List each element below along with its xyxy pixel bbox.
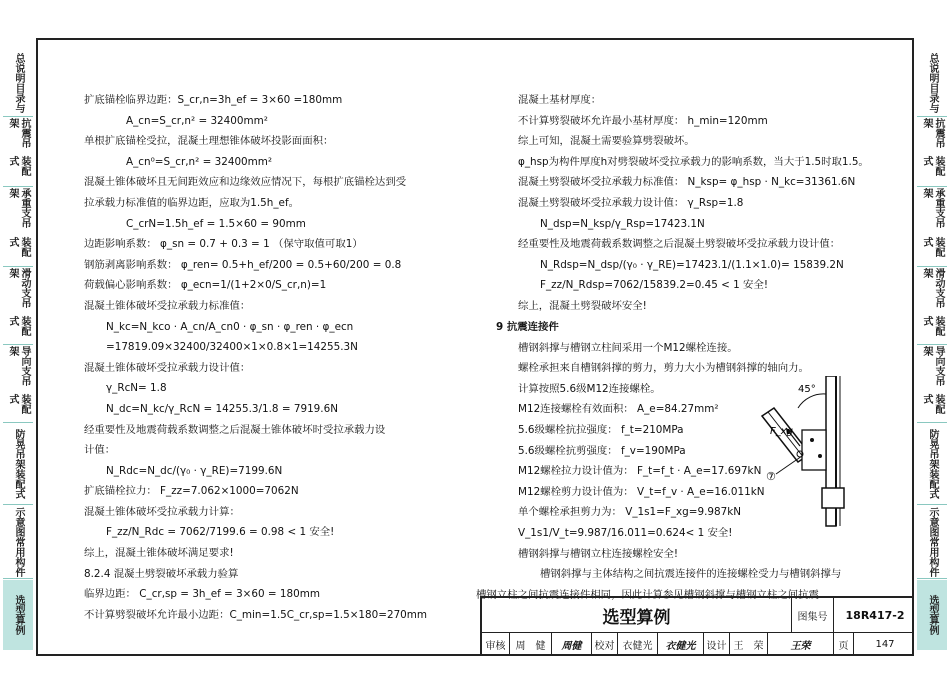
side-tab-label: 抗震吊架 (7, 118, 30, 148)
text-line: M12连接螺栓有效面积： A_e=84.27mm² (518, 403, 719, 416)
side-tab-sublabel: 装配式 (921, 315, 944, 336)
text-line: V_1s1/V_t=9.987/16.011=0.624< 1 安全! (518, 526, 733, 539)
proofer-signature: 衣健光 (658, 632, 704, 656)
review-label: 审核 (482, 632, 510, 656)
text-line: 扩底锚栓临界边距：S_cr,n=3h_ef = 3×60 =180mm (84, 94, 343, 106)
designer-signature: 王荣 (768, 632, 834, 656)
text-line: 8.2.4 混凝土劈裂破坏承载力验算 (84, 567, 239, 580)
side-tab-examples-left[interactable] (3, 580, 33, 650)
side-tab-bearing-right[interactable] (917, 188, 947, 266)
angle-arc (798, 394, 826, 408)
text-line: 混凝土劈裂破坏受拉承载力标准值： N_ksp= φ_hsp · N_kc=31361.6N (518, 176, 856, 189)
text-line: A_cn=S_cr,n² = 32400mm² (126, 114, 268, 127)
left-text-column (84, 90, 427, 625)
side-tab-seismic_hanger-left[interactable] (3, 118, 33, 184)
atlas-number: 18R417-2 (845, 608, 905, 622)
reviewer-signature: 周健 (552, 632, 592, 656)
title-block (480, 596, 914, 654)
text-line: F_zz/N_Rdsp=7062/15839.2=0.45 < 1 安全! (540, 279, 769, 292)
side-tab-label: 滑动支吊架 (921, 268, 944, 308)
side-tab-divider (3, 116, 33, 117)
text-line: M12螺栓剪力设计值为： V_t=f_v · A_e=16.011kN (518, 485, 765, 498)
side-tab-divider (917, 578, 947, 579)
text-line: 混凝土锥体破坏受拉承载力计算： (84, 505, 240, 518)
text-line: 经重要性及地震荷载系数调整之后混凝土锥体破坏时受拉承载力设 (84, 423, 386, 436)
marker-label: ⑦ (766, 470, 776, 483)
side-tab-divider (3, 504, 33, 505)
side-tab-seismic_hanger-right[interactable] (917, 118, 947, 184)
side-tab-sublabel: 装配式 (921, 236, 944, 257)
text-line: 综上，混凝土劈裂破坏安全! (518, 299, 647, 312)
text-line: γ_RcN= 1.8 (106, 382, 167, 395)
page-label: 页 (834, 632, 854, 656)
text-line: 边距影响系数： φ_sn = 0.7 + 0.3 = 1 （保守取值可取1） (84, 238, 363, 251)
side-tab-label: 示意图 (927, 507, 938, 537)
text-line: 扩底锚栓拉力： F_zz=7.062×1000=7062N (84, 485, 299, 498)
text-line: 拉承载力标准值的临界边距，应取为1.5h_ef。 (84, 196, 299, 209)
side-tab-divider (917, 186, 947, 187)
side-tab-divider (917, 422, 947, 423)
text-line: 不计算劈裂破坏允许最小基材厚度： h_min=120mm (518, 114, 768, 127)
text-line: N_Rdsp=N_dsp/(γ₀ · γ_RE)=17423.1/(1.1×1.0)= 15839.2N (540, 258, 844, 271)
side-tab-divider (3, 266, 33, 267)
side-tab-divider (3, 578, 33, 579)
text-line: 槽钢立柱之间抗震连接件相同，因此计算参见槽钢斜撑与槽钢立柱之间抗震 (476, 588, 819, 601)
side-tab-label: 承重支吊架 (921, 188, 944, 228)
side-tab-sublabel: 装配式 (13, 469, 24, 499)
side-tab-sublabel: 常用构件 (927, 537, 938, 577)
side-tab-label: 总说明 (13, 53, 24, 83)
text-line: 5.6级螺栓抗拉强度： f_t=210MPa (518, 423, 684, 436)
base-bracket (822, 488, 844, 508)
side-tab-divider (3, 344, 33, 345)
side-tab-label: 选型算例 (13, 595, 24, 635)
text-line: 混凝土锥体破坏受拉承载力标准值： (84, 299, 251, 312)
reviewer-name: 周 健 (510, 632, 552, 656)
design-label: 设计 (704, 632, 730, 656)
proofer-name: 衣健光 (618, 632, 658, 656)
text-line: 单根扩底锚栓受拉，混凝土理想锥体破坏投影面面积： (84, 135, 334, 148)
text-line: 混凝土基材厚度： (518, 94, 602, 106)
side-tab-divider (3, 186, 33, 187)
side-tab-overview-left[interactable] (3, 50, 33, 116)
text-line: C_crN=1.5h_ef = 1.5×60 = 90mm (126, 217, 306, 230)
text-line: 槽钢斜撑与槽钢立柱连接螺栓安全! (518, 547, 679, 560)
text-line: 综上，混凝土锥体破坏满足要求! (84, 547, 234, 560)
side-tab-guide-right[interactable] (917, 346, 947, 422)
side-tab-overview-right[interactable] (917, 50, 947, 116)
side-tab-bearing-left[interactable] (3, 188, 33, 266)
atlas-number-label: 图集号 (792, 598, 834, 632)
right-text-column (518, 90, 869, 317)
text-line: 钢筋剥离影响系数： φ_ren= 0.5+h_ef/200 = 0.5+60/200 = 0.8 (84, 258, 402, 271)
text-line: 混凝土劈裂破坏受拉承载力设计值： γ_Rsp=1.8 (518, 196, 744, 209)
side-tab-antisway-right[interactable] (917, 424, 947, 504)
side-tab-label: 示意图 (13, 507, 24, 537)
text-line: N_dsp=N_ksp/γ_Rsp=17423.1N (540, 217, 705, 230)
side-tab-sublabel: 装配式 (7, 393, 30, 414)
text-line: 经重要性及地震荷载系数调整之后混凝土劈裂破坏受拉承载力设计值： (518, 238, 841, 251)
side-tab-components-left[interactable] (3, 506, 33, 578)
text-line: 计算按照5.6级M12连接螺栓。 (518, 382, 661, 395)
text-line: =17819.09×32400/32400×1×0.8×1=14255.3N (106, 341, 358, 354)
text-line: φ_hsp为构件厚度h对劈裂破坏受拉承载力的影响系数，当大于1.5时取1.5。 (518, 155, 869, 168)
text-line: 综上可知，混凝土需要验算劈裂破坏。 (518, 135, 695, 148)
side-tab-label: 防晃吊架 (927, 429, 938, 469)
drawing-title: 选型算例 (482, 598, 792, 632)
text-line: 荷载偏心影响系数： φ_ecn=1/(1+2×0/S_cr,n)=1 (84, 279, 327, 292)
proof-label: 校对 (592, 632, 618, 656)
side-tab-label: 滑动支吊架 (7, 268, 30, 308)
side-tab-sublabel: 装配式 (927, 469, 938, 499)
text-line: 单个螺栓承担剪力为： V_1s1=F_xg=9.987kN (518, 506, 742, 519)
side-tab-label: 抗震吊架 (921, 118, 944, 148)
text-line: 不计算劈裂破坏允许最小边距：C_min=1.5C_cr,sp=1.5×180=270mm (84, 608, 428, 621)
text-line: 螺栓承担来自槽钢斜撑的剪力，剪力大小为槽钢斜撑的轴向力。 (518, 362, 809, 375)
text-line: N_kc=N_kco · A_cn/A_cn0 · φ_sn · φ_ren · φ_ecn (106, 320, 354, 333)
side-tab-label: 总说明 (927, 53, 938, 83)
side-tab-sublabel: 装配式 (921, 393, 944, 414)
side-tab-label: 选型算例 (927, 595, 938, 635)
side-tab-label: 承重支吊架 (7, 188, 30, 228)
side-tab-divider (917, 266, 947, 267)
text-line: 槽钢斜撑与槽钢立柱间采用一个M12螺栓连接。 (518, 341, 738, 354)
text-line: F_zz/N_Rdc = 7062/7199.6 = 0.98 < 1 安全! (106, 526, 335, 539)
force-label: F_xg (770, 426, 794, 437)
side-tab-components-right[interactable] (917, 506, 947, 578)
side-tab-sublabel: 装配式 (7, 155, 30, 176)
designer-name: 王 荣 (730, 632, 768, 656)
side-tab-sublabel: 装配式 (921, 155, 944, 176)
side-tab-divider (917, 344, 947, 345)
side-tab-sliding-left[interactable] (3, 268, 33, 344)
side-tab-label: 导向支吊架 (921, 346, 944, 386)
angle-label: 45° (798, 384, 816, 395)
side-tab-sublabel: 目录与 (13, 83, 24, 113)
side-tab-antisway-left[interactable] (3, 424, 33, 504)
text-line: 计值： (84, 444, 116, 457)
text-line: 混凝土锥体破坏受拉承载力设计值： (84, 361, 251, 374)
text-line: 临界边距： C_cr,sp = 3h_ef = 3×60 = 180mm (84, 588, 320, 601)
side-tab-sliding-right[interactable] (917, 268, 947, 344)
side-tab-label: 防晃吊架 (13, 429, 24, 469)
text-line: N_dc=N_kc/γ_RcN = 14255.3/1.8 = 7919.6N (106, 402, 338, 415)
side-tab-divider (3, 422, 33, 423)
section-heading: 9 抗震连接件 (496, 321, 559, 333)
text-line: A_cn⁰=S_cr,n² = 32400mm² (126, 155, 273, 168)
side-tab-divider (917, 504, 947, 505)
side-tab-guide-left[interactable] (3, 346, 33, 422)
side-tab-divider (917, 116, 947, 117)
text-line: N_Rdc=N_dc/(γ₀ · γ_RE)=7199.6N (106, 464, 283, 477)
side-tab-sublabel: 装配式 (7, 315, 30, 336)
text-line: M12螺栓拉力设计值为： F_t=f_t · A_e=17.697kN (518, 465, 762, 478)
side-tab-sublabel: 常用构件 (13, 537, 24, 577)
text-line: 5.6级螺栓抗剪强度： f_v=190MPa (518, 444, 686, 457)
side-tab-sublabel: 目录与 (927, 83, 938, 113)
bolt-connection-diagram (740, 376, 870, 534)
page-number: 147 (875, 638, 895, 650)
side-tab-sublabel: 装配式 (7, 236, 30, 257)
leader-line (776, 456, 802, 474)
text-line: 槽钢斜撑与主体结构之间抗震连接件的连接螺栓受力与槽钢斜撑与 (540, 568, 842, 581)
side-tab-label: 导向支吊架 (7, 346, 30, 386)
side-tab-examples-right[interactable] (917, 580, 947, 650)
text-line: 混凝土锥体破坏且无间距效应和边缘效应情况下，每根扩底锚栓达到受 (84, 176, 407, 189)
